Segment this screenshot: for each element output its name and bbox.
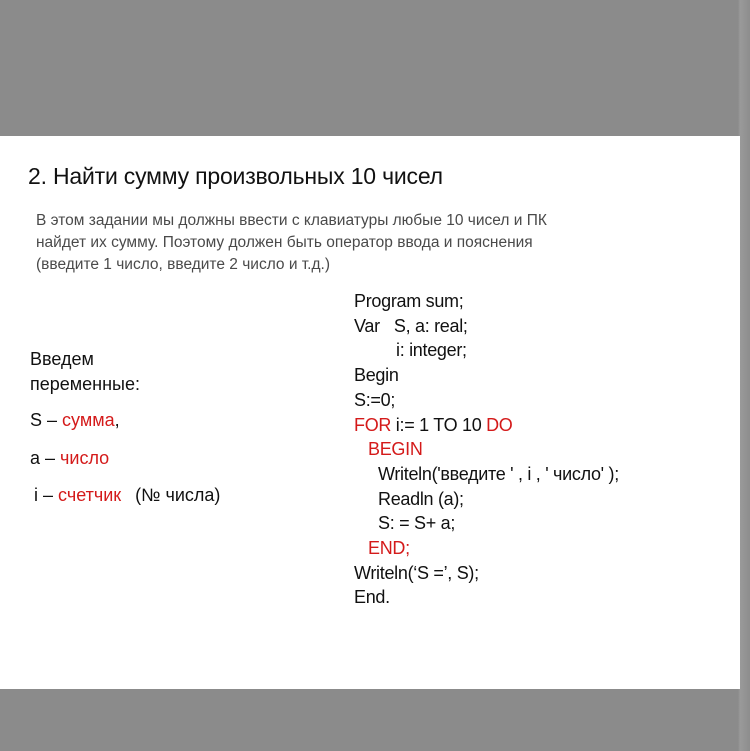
description-line: В этом задании мы должны ввести с клавиатуры любые 10 чисел и ПК [36, 212, 547, 229]
variable-a-desc: число [60, 448, 110, 468]
variables-intro-line: переменные: [30, 374, 140, 394]
code-line-for [354, 413, 619, 438]
description-line: найдет их сумму. Поэтому должен быть оператор ввода и пояснения [36, 234, 533, 251]
code-line: Readln (a); [378, 488, 464, 509]
variables-intro-line: Введем [30, 349, 94, 369]
description-line: (введите 1 число, введите 2 число и т.д.) [36, 256, 331, 273]
code-line: i: integer; [396, 340, 467, 361]
variable-i-desc: счетчик [58, 485, 122, 505]
variable-a-name: a – [30, 448, 61, 468]
variable-s-name: S – [30, 410, 63, 430]
code-line: S: = S+ a; [378, 513, 456, 534]
variable-i-note: (№ числа) [135, 485, 221, 505]
task-description [36, 210, 696, 276]
slide [0, 136, 740, 689]
code-line: Var S, a: real; [354, 315, 468, 336]
slide-title: 2. Найти сумму произвольных 10 чисел [28, 163, 443, 189]
keyword-end: END; [368, 538, 410, 559]
variable-a [30, 448, 109, 469]
pascal-code [354, 289, 619, 610]
variable-i-name: i – [34, 485, 59, 505]
variable-s [30, 410, 120, 431]
keyword-for: FOR [354, 414, 392, 435]
variable-i [34, 485, 220, 506]
variables-intro [30, 347, 140, 397]
code-line: Begin [354, 365, 399, 386]
code-line: End. [354, 587, 390, 608]
code-line: Writeln('введите ' , i , ' число' ); [378, 463, 619, 484]
variable-s-comma: , [114, 410, 120, 430]
code-line: Program sum; [354, 291, 464, 311]
variable-s-desc: сумма [62, 410, 115, 430]
for-range: i:= 1 TO 10 [391, 414, 487, 435]
code-line: S:=0; [354, 389, 396, 410]
keyword-begin: BEGIN [368, 439, 423, 460]
code-line: Writeln(‘S =’, S); [354, 562, 479, 583]
keyword-do: DO [486, 414, 513, 435]
